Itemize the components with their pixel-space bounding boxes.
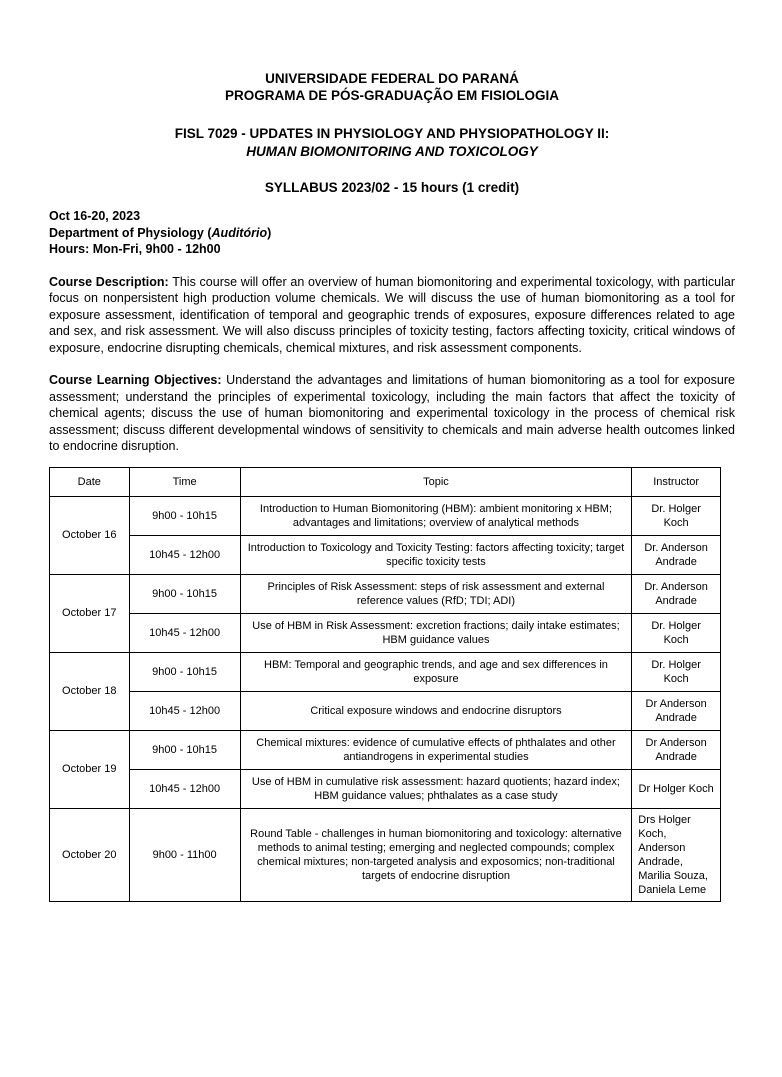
objectives-label: Course Learning Objectives: bbox=[49, 373, 222, 387]
table-header-row bbox=[50, 467, 721, 496]
topic-cell: HBM: Temporal and geographic trends, and age and sex differences in exposure bbox=[240, 652, 632, 691]
time-cell: 10h45 - 12h00 bbox=[129, 535, 240, 574]
topic-cell: Principles of Risk Assessment: steps of risk assessment and external reference values (RfD; TDI; ADI) bbox=[240, 574, 632, 613]
date-cell: October 16 bbox=[50, 496, 130, 574]
instructor-cell: Dr. Anderson Andrade bbox=[632, 535, 721, 574]
instructor-cell: Dr. Anderson Andrade bbox=[632, 574, 721, 613]
topic-cell: Round Table - challenges in human biomonitoring and toxicology: alternative methods to animal testing; emerging and neglected compounds; complex chemical mixtures; non-targeted analysis and exposomics; non-traditional targets of endocrine disruption bbox=[240, 808, 632, 901]
department-room: Auditório bbox=[211, 225, 268, 240]
topic-cell: Critical exposure windows and endocrine disruptors bbox=[240, 691, 632, 730]
syllabus-title: SYLLABUS 2023/02 - 15 hours (1 credit) bbox=[264, 180, 520, 195]
instructor-cell: Dr Anderson Andrade bbox=[632, 691, 721, 730]
header-date: Date bbox=[50, 467, 130, 496]
instructor-cell: Dr Anderson Andrade bbox=[632, 730, 721, 769]
time-cell: 9h00 - 10h15 bbox=[129, 496, 240, 535]
course-heading bbox=[49, 125, 735, 161]
table-row bbox=[50, 691, 721, 730]
table-row bbox=[50, 535, 721, 574]
topic-cell: Use of HBM in Risk Assessment: excretion fractions; daily intake estimates; HBM guidance values bbox=[240, 613, 632, 652]
table-row bbox=[50, 769, 721, 808]
program-name: PROGRAMA DE PÓS-GRADUAÇÃO EM FISIOLOGIA bbox=[224, 88, 559, 103]
course-meta bbox=[49, 208, 735, 258]
table-row bbox=[50, 808, 721, 901]
topic-cell: Use of HBM in cumulative risk assessment: hazard quotients; hazard index; HBM guidance values; phthalates as a case study bbox=[240, 769, 632, 808]
table-row bbox=[50, 730, 721, 769]
table-row bbox=[50, 613, 721, 652]
table-row bbox=[50, 574, 721, 613]
topic-cell: Introduction to Human Biomonitoring (HBM): ambient monitoring x HBM; advantages and limitations; overview of analytical methods bbox=[240, 496, 632, 535]
course-location bbox=[49, 225, 735, 242]
date-cell: October 18 bbox=[50, 652, 130, 730]
course-description bbox=[49, 274, 735, 357]
instructor-cell: Dr. Holger Koch bbox=[632, 496, 721, 535]
date-cell: October 19 bbox=[50, 730, 130, 808]
course-subtitle: HUMAN BIOMONITORING AND TOXICOLOGY bbox=[246, 144, 538, 159]
time-cell: 10h45 - 12h00 bbox=[129, 691, 240, 730]
date-cell: October 20 bbox=[50, 808, 130, 901]
department-label: Department of Physiology ( bbox=[49, 225, 212, 240]
date-cell: October 17 bbox=[50, 574, 130, 652]
description-label: Course Description: bbox=[49, 274, 169, 289]
topic-cell: Introduction to Toxicology and Toxicity Testing: factors affecting toxicity; target specific toxicity tests bbox=[240, 535, 632, 574]
time-cell: 9h00 - 10h15 bbox=[129, 652, 240, 691]
time-cell: 10h45 - 12h00 bbox=[129, 613, 240, 652]
university-name: UNIVERSIDADE FEDERAL DO PARANÁ bbox=[265, 71, 519, 86]
syllabus-page bbox=[0, 70, 782, 1077]
schedule-table bbox=[49, 467, 721, 902]
instructor-cell: Dr. Holger Koch bbox=[632, 652, 721, 691]
table-row bbox=[50, 652, 721, 691]
instructor-cell: Drs Holger Koch, Anderson Andrade, Marilia Souza, Daniela Leme bbox=[632, 808, 721, 901]
instructor-cell: Dr. Holger Koch bbox=[632, 613, 721, 652]
topic-cell: Chemical mixtures: evidence of cumulative effects of phthalates and other antiandrogens in experimental studies bbox=[240, 730, 632, 769]
time-cell: 10h45 - 12h00 bbox=[129, 769, 240, 808]
course-hours: Hours: Mon-Fri, 9h00 - 12h00 bbox=[49, 242, 221, 256]
header-topic: Topic bbox=[240, 467, 632, 496]
time-cell: 9h00 - 10h15 bbox=[129, 574, 240, 613]
instructor-cell: Dr Holger Koch bbox=[632, 769, 721, 808]
department-close: ) bbox=[267, 225, 272, 240]
time-cell: 9h00 - 10h15 bbox=[129, 730, 240, 769]
description-text: This course will offer an overview of human biomonitoring and experimental toxicology, with particular focus on nonpersistent high production volume chemicals. We will discuss the use of human biomonitoring as a tool for exposure assessment, identification of temporal and geographic trends of exposures, exposure differences related to age and sex, and risk assessment. We will also discuss principles of toxicity testing, factors affecting toxicity, critical windows of exposure, endocrine disrupting chemicals, chemical mixtures, and risk assessment components. bbox=[49, 274, 735, 355]
header-instructor: Instructor bbox=[632, 467, 721, 496]
course-dates: Oct 16-20, 2023 bbox=[49, 209, 141, 223]
time-cell: 9h00 - 11h00 bbox=[129, 808, 240, 901]
objectives-text: Understand the advantages and limitations of human biomonitoring as a tool for exposure assessment; understand the principles of experimental toxicology, including the main factors that affect the toxicity of chemical agents; discuss the use of human biomonitoring and experimental toxicology in the process of chemical risk assessment; discuss different developmental windows of sensitivity to chemicals and main adverse health outcomes linked to endocrine disruption. bbox=[49, 373, 735, 453]
course-title: FISL 7029 - UPDATES IN PHYSIOLOGY AND PHYSIOPATHOLOGY II: bbox=[174, 126, 610, 141]
course-objectives bbox=[49, 372, 735, 455]
header-time: Time bbox=[129, 467, 240, 496]
table-row bbox=[50, 496, 721, 535]
